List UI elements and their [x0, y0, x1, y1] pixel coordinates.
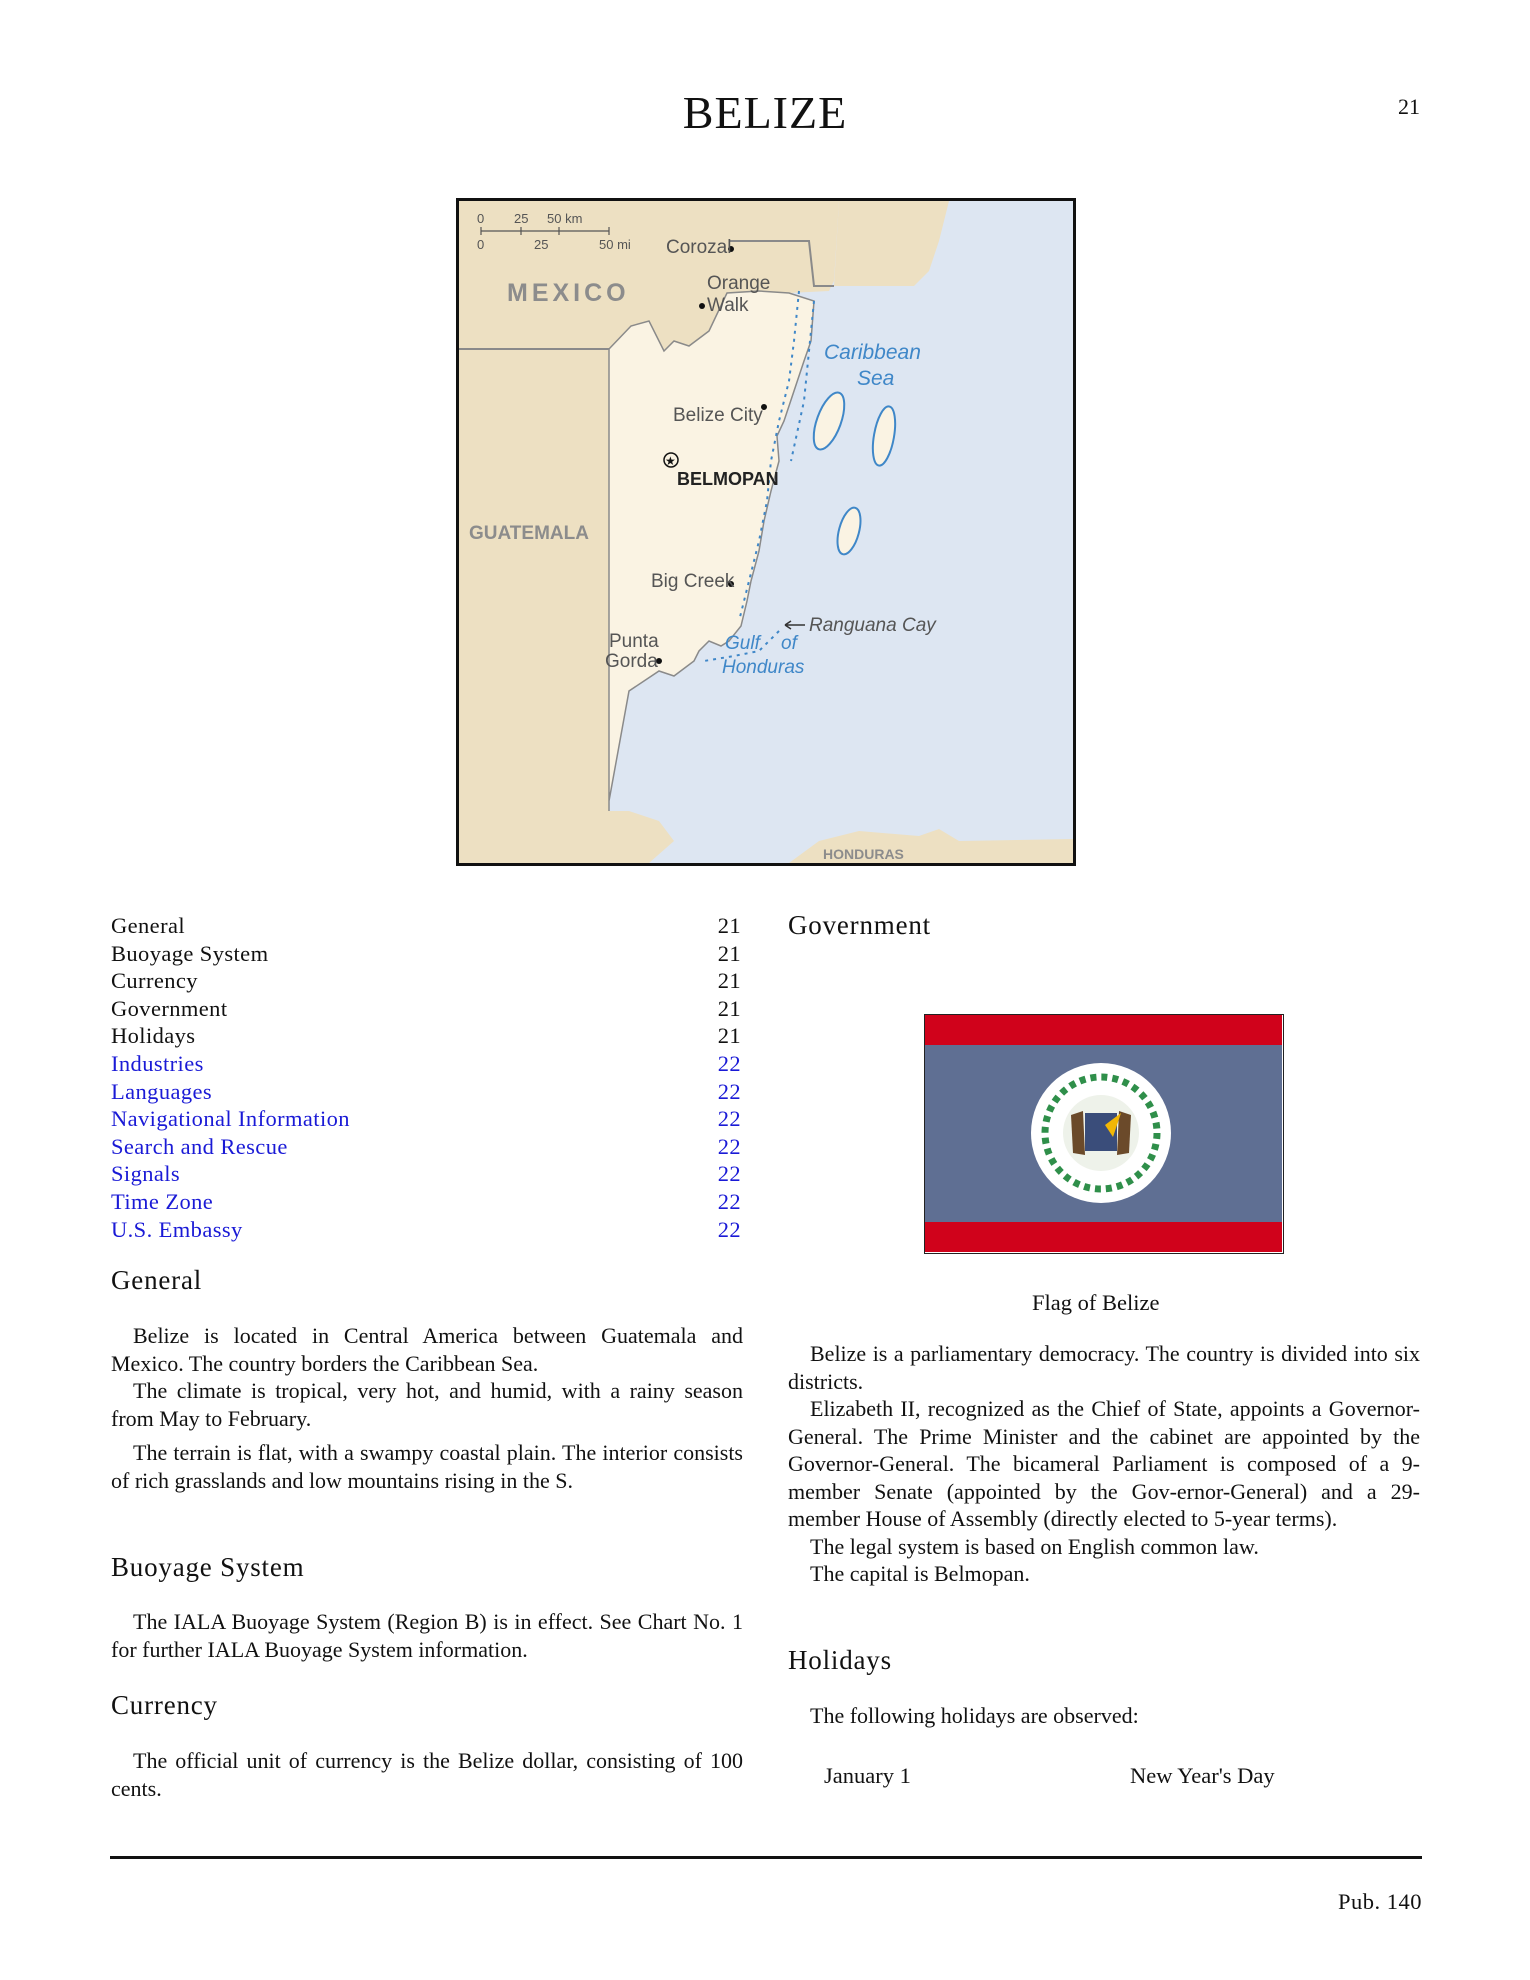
- table-of-contents: [111, 912, 741, 1243]
- map-label-belize-city: Belize City: [673, 405, 763, 426]
- holiday-name: New Year's Day: [1130, 1763, 1275, 1788]
- toc-entry-page: 22: [717, 1188, 741, 1214]
- heading-government: Government: [788, 910, 931, 940]
- currency-paragraph-1: The official unit of currency is the Belize dollar, consisting of 100 cents.: [111, 1748, 743, 1801]
- heading-holidays: Holidays: [788, 1645, 892, 1675]
- toc-entry[interactable]: [111, 1078, 741, 1106]
- map-label-of: of: [781, 633, 797, 654]
- toc-entry: [111, 995, 741, 1023]
- toc-entry-page: 21: [717, 940, 741, 966]
- general-section: [111, 1322, 743, 1494]
- heading-currency: Currency: [111, 1690, 218, 1720]
- flag-emblem-figure-left: [1071, 1111, 1085, 1155]
- toc-entry[interactable]: [111, 1133, 741, 1161]
- toc-entry-page: 22: [717, 1106, 741, 1132]
- toc-entry-label: Industries: [111, 1050, 204, 1076]
- toc-entry-label: U.S. Embassy: [111, 1216, 243, 1242]
- map-label-punta: Punta: [609, 631, 659, 652]
- toc-entry-label: Buoyage System: [111, 940, 269, 966]
- belize-map: [456, 198, 1076, 866]
- toc-entry-page: 22: [717, 1133, 741, 1159]
- flag-stripe-bottom: [925, 1222, 1282, 1252]
- government-paragraph-3: The legal system is based on English common law.: [810, 1533, 1259, 1559]
- toc-entry: [111, 1022, 741, 1050]
- map-scale-km-0: 0: [477, 211, 485, 226]
- map-label-honduras: HONDURAS: [823, 846, 904, 862]
- page-number: 21: [1398, 94, 1420, 119]
- toc-entry-page: 22: [717, 1050, 741, 1076]
- map-scale-km-50: 50 km: [547, 211, 583, 226]
- toc-entry-page: 21: [717, 995, 741, 1021]
- toc-entry-label: General: [111, 913, 186, 938]
- map-label-orange: Orange: [707, 273, 771, 294]
- general-paragraph-3: The terrain is flat, with a swampy coastal plain. The interior consists of rich grasslands and low mountains rising in the S.: [111, 1440, 743, 1493]
- map-label-ranguana: Ranguana Cay: [809, 615, 936, 636]
- toc-entry-label: Currency: [111, 968, 198, 994]
- map-scale-mi-25: 25: [534, 237, 549, 252]
- map-label-corozal: Corozal: [666, 237, 732, 258]
- belize-flag: [924, 1014, 1284, 1254]
- toc-entry-label: Holidays: [111, 1023, 196, 1049]
- toc-entry: [111, 912, 741, 940]
- toc-entry: [111, 940, 741, 968]
- flag-caption: Flag of Belize: [1032, 1290, 1160, 1315]
- map-dot-orange-walk: [699, 303, 705, 309]
- buoyage-paragraph-1: The IALA Buoyage System (Region B) is in effect. See Chart No. 1 for further IALA Buoyage System information.: [111, 1609, 743, 1662]
- government-section: [788, 1340, 1420, 1588]
- toc-entry[interactable]: [111, 1216, 741, 1244]
- currency-section: [111, 1747, 743, 1802]
- holidays-intro-text: The following holidays are observed:: [810, 1703, 1139, 1728]
- holidays-intro: [788, 1702, 1420, 1730]
- map-label-belmopan: BELMOPAN: [677, 469, 779, 489]
- footer-rule: [110, 1856, 1422, 1859]
- toc-entry-page: 22: [717, 1161, 741, 1187]
- government-paragraph-1: Belize is a parliamentary democracy. The country is divided into six districts.: [788, 1341, 1420, 1394]
- publication-number: Pub. 140: [1337, 1889, 1422, 1914]
- map-scale-mi-50: 50 mi: [599, 237, 631, 252]
- government-paragraph-4: The capital is Belmopan.: [810, 1561, 1030, 1586]
- toc-entry: [111, 967, 741, 995]
- map-label-mexico: MEXICO: [507, 279, 630, 307]
- toc-entry-label: Signals: [111, 1161, 181, 1187]
- toc-entry-label: Time Zone: [111, 1188, 214, 1214]
- general-paragraph-2: The climate is tropical, very hot, and humid, with a rainy season from May to February.: [111, 1378, 743, 1431]
- toc-entry-label: Languages: [111, 1078, 213, 1104]
- toc-entry-page: 22: [717, 1216, 741, 1242]
- toc-entry-label: Search and Rescue: [111, 1133, 288, 1159]
- toc-entry[interactable]: [111, 1050, 741, 1078]
- map-label-walk: Walk: [707, 295, 749, 316]
- toc-entry-label: Government: [111, 995, 228, 1021]
- page-title: BELIZE: [682, 87, 848, 138]
- general-paragraph-1: Belize is located in Central America between Guatemala and Mexico. The country borders the Caribbean Sea.: [111, 1323, 743, 1376]
- holiday-date: January 1: [824, 1763, 911, 1788]
- toc-entry-page: 21: [717, 1023, 741, 1049]
- map-label-sea: Sea: [857, 367, 895, 390]
- toc-entry[interactable]: [111, 1160, 741, 1188]
- map-label-gorda: Gorda: [605, 651, 658, 672]
- map-label-honduras-gulf: Honduras: [722, 657, 805, 678]
- heading-general: General: [111, 1265, 203, 1295]
- toc-entry-page: 21: [717, 913, 741, 938]
- toc-entry[interactable]: [111, 1188, 741, 1216]
- map-label-gulf: Gulf: [725, 633, 760, 654]
- heading-buoyage-system: Buoyage System: [111, 1552, 305, 1582]
- map-label-guatemala: GUATEMALA: [469, 523, 589, 544]
- map-scale-mi-0: 0: [477, 237, 485, 252]
- toc-entry-page: 22: [717, 1078, 741, 1104]
- map-label-big-creek: Big Creek: [651, 571, 735, 592]
- map-label-caribbean: Caribbean: [824, 341, 921, 364]
- svg-text:★: ★: [665, 454, 676, 468]
- flag-stripe-top: [925, 1015, 1282, 1045]
- map-scale-km-25: 25: [514, 211, 529, 226]
- toc-entry-label: Navigational Information: [111, 1106, 350, 1132]
- government-paragraph-2: Elizabeth II, recognized as the Chief of State, appoints a Governor-General. The Prime Minister and the cabinet are appointed by the Governor-General. The bicameral Parliament is composed of a 9-member Senate (appointed by the Gov-ernor-General) and a 29-member House of Assembly (directly elected to 5-year terms).: [788, 1396, 1420, 1531]
- toc-entry[interactable]: [111, 1105, 741, 1133]
- toc-entry-page: 21: [717, 968, 741, 994]
- buoyage-section: [111, 1608, 743, 1663]
